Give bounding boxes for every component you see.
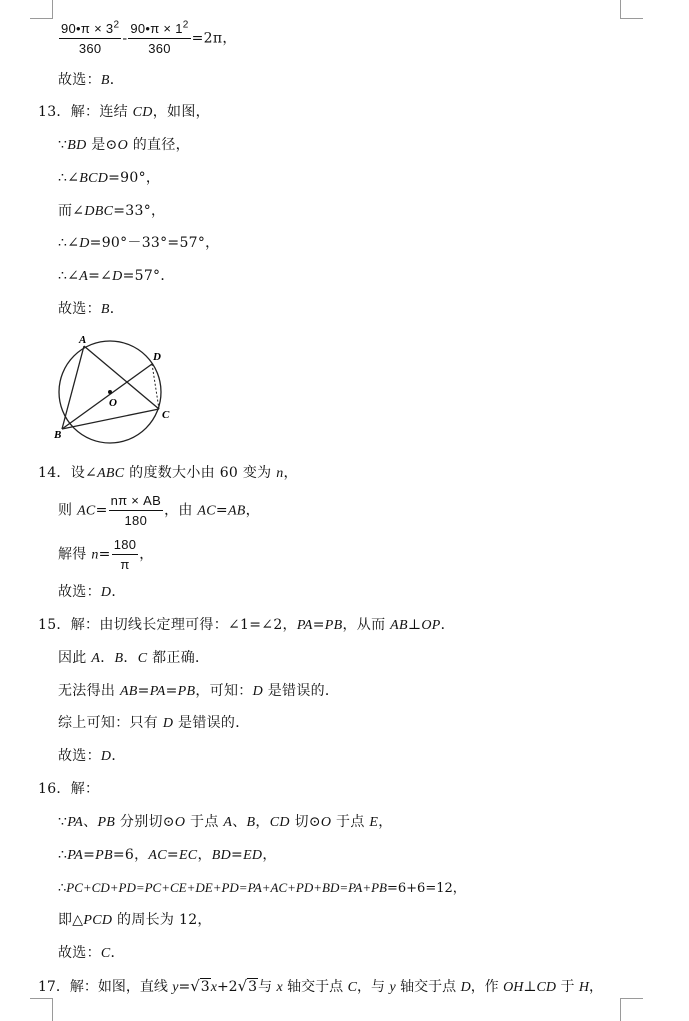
q15-answer-prefix-text: 故选：: [58, 748, 101, 764]
q12-frac2-exp-text: 2: [182, 19, 189, 31]
q14-s2-den-text: π: [120, 557, 130, 572]
q15-intro: [38, 615, 455, 636]
q15-answer: [58, 746, 126, 767]
q15-s3-d-text: D: [162, 716, 174, 731]
q13-s5-d-text: D: [112, 269, 123, 284]
q15-step-1: [58, 648, 209, 669]
q16-s3-a-text: ∴: [58, 881, 67, 896]
q16-number: 16．: [38, 781, 71, 797]
q16-s2-b-text: =6，: [112, 847, 149, 863]
q16-s2-ec-text: EC: [178, 848, 198, 863]
q16-s1-o2-text: O: [320, 815, 332, 830]
q13-s1-a-text: ∵: [58, 137, 68, 153]
q13-number: 13．: [38, 104, 71, 120]
q15-s2-a-text: 无法得出: [58, 683, 120, 699]
q15-s2-d-text: D: [252, 684, 263, 699]
q15-intro-b-text: ，从而: [342, 617, 391, 633]
q12-frac2-den-text: 360: [148, 41, 171, 56]
q13-s1-b-text: 是⊙: [86, 137, 118, 153]
q13-s2-a-text: ∴∠: [58, 170, 80, 186]
q14-s1-den-text: 180: [124, 513, 148, 528]
q16-s2-eq2-text: =: [166, 847, 179, 863]
q14-s1-d-text: ，: [245, 502, 260, 519]
q17-number: 17．: [38, 979, 70, 995]
q12-frac1-exp-text: 2: [113, 19, 120, 31]
q13-s4-a-text: ∴∠: [58, 235, 80, 251]
q12-result-text: =2π，: [191, 30, 237, 47]
q16-s2-d-text: ，: [262, 847, 277, 863]
q15-step-3: [58, 713, 250, 734]
q17-intro: [38, 976, 603, 998]
q17-intro-h-text: ，: [589, 979, 604, 995]
q13-intro: [38, 102, 210, 123]
q16-s1-a-text: ∵: [58, 814, 68, 830]
q16-s1-B-text: B: [246, 815, 256, 830]
q15-s2-eq1-text: =: [137, 683, 150, 699]
crop-mark-top-right: [620, 0, 643, 19]
q14-s1-c-text: =: [215, 502, 228, 519]
q17-intro-r1-text: 3: [200, 979, 210, 995]
q16-s3-expr-text: PC+CD+PD=PC+CE+DE+PD=PA+AC+PD+BD=PA+PB: [66, 880, 387, 895]
q16-step-3: [58, 878, 466, 899]
q14-answer: [58, 582, 126, 603]
q16-s2-pa-text: PA: [67, 848, 84, 863]
q17-intro-H-text: H: [578, 980, 590, 995]
q13-s3-dbc-text: DBC: [84, 204, 114, 219]
q15-answer-letter-text: D: [100, 749, 112, 764]
q16-s1-h-text: 于点: [331, 814, 370, 830]
q16-answer-suffix-text: ．: [110, 945, 125, 961]
q15-intro-eq-text: =: [312, 617, 325, 633]
q16-s1-pb-text: PB: [97, 815, 116, 830]
q17-intro-y-text: y: [172, 980, 179, 995]
q15-number: 15．: [38, 617, 71, 633]
q16-s1-c-text: 分别切⊙: [115, 814, 175, 830]
q16-s1-e-text: 、: [232, 814, 247, 830]
q12-answer-suffix-text: ．: [109, 72, 125, 88]
crop-mark-bottom-left: [30, 998, 53, 1021]
q14-answer-letter-text: D: [100, 585, 112, 600]
q14-answer-prefix-text: 故选：: [58, 584, 101, 600]
q13-s2-b-text: =90°，: [108, 170, 161, 186]
q17-intro-c-text: 轴交于点: [282, 979, 348, 995]
q15-intro-c-text: ．: [440, 617, 455, 633]
q16-s1-f-text: ，: [255, 814, 270, 830]
q13-s5-b-text: =∠: [88, 268, 113, 284]
q13-s4-d-text: D: [79, 236, 90, 251]
q15-s1-dot1-text: ．: [100, 650, 115, 666]
q15-s1-b-text: 都正确．: [147, 650, 210, 666]
q16-s1-cd-text: CD: [269, 815, 290, 830]
q12-frac1-den-text: 360: [78, 41, 102, 56]
q14-s2-n-text: n: [91, 547, 99, 563]
q13-step-4: [58, 233, 219, 254]
q14-fraction-1: [109, 492, 163, 529]
crop-mark-bottom-right: [620, 998, 643, 1021]
q14-s1-eq-text: =: [95, 502, 108, 519]
q13-answer-suffix-text: ．: [109, 301, 125, 317]
q12-answer: [58, 70, 124, 91]
q14-step-1: [58, 492, 260, 529]
q15-s3-b-text: 是错误的．: [173, 715, 250, 731]
q12-equation: [58, 20, 237, 57]
q15-intro-pa-text: PA: [296, 618, 313, 633]
q13-s1-o-text: O: [117, 138, 128, 153]
q14-intro-a-text: 设∠: [70, 465, 98, 481]
q13-intro-a-text: 解：连结: [70, 104, 133, 120]
q14-answer-suffix-text: ．: [111, 584, 126, 600]
q16-step-2: [58, 845, 277, 866]
q15-s2-pb-text: PB: [177, 684, 196, 699]
q13-intro-cd-text: CD: [132, 105, 153, 120]
q15-intro-ab-text: AB: [390, 618, 408, 633]
label-b: B: [54, 429, 62, 441]
q14-s1-ac2-text: AC: [197, 503, 216, 519]
chord-cd-dashed: [152, 364, 159, 409]
q17-intro-cd-text: CD: [536, 980, 556, 995]
q16-s2-pb-text: PB: [95, 848, 113, 863]
q15-s1-a-text: 因此: [58, 650, 92, 666]
q14-intro-abc-text: ABC: [97, 466, 125, 481]
q13-s2-bcd-text: BCD: [79, 171, 109, 186]
q17-intro-x2-text: x: [276, 980, 283, 995]
q13-step-1: [58, 135, 190, 156]
q16-s4-b-text: 的周长为 12，: [112, 912, 212, 928]
label-o: O: [109, 397, 117, 409]
q17-intro-D-text: D: [460, 980, 471, 995]
q16-answer-letter-text: C: [100, 946, 111, 961]
q15-s1-B-text: B: [114, 651, 124, 666]
q15-answer-suffix-text: ．: [111, 748, 126, 764]
q14-s2-a-text: 解得: [58, 546, 92, 563]
q13-s4-b-text: =90°－33°=57°，: [89, 235, 220, 251]
q12-answer-letter-text: B: [100, 73, 110, 88]
q15-s1-dot2-text: ．: [123, 650, 138, 666]
q12-frac2-num-text: 90•π × 1: [130, 21, 183, 36]
q17-intro-b-text: 与: [258, 979, 277, 995]
q15-s3-a-text: 综上可知：只有: [58, 715, 163, 731]
q13-step-2: [58, 168, 160, 189]
q16-s1-d-text: 于点: [185, 814, 224, 830]
q16-s4-a-text: 即△: [58, 912, 84, 928]
q14-intro-c-text: ，: [283, 465, 298, 481]
q12-frac1-num-text: 90•π × 3: [61, 21, 114, 36]
q12-minus-text: -: [122, 30, 128, 47]
q16-s3-b-text: =6+6=12，: [387, 881, 466, 896]
q14-s2-b-text: ，: [139, 546, 154, 563]
q17-intro-plus-text: +2: [216, 979, 238, 995]
q15-intro-op-text: OP: [421, 618, 441, 633]
q15-step-2: [58, 681, 339, 702]
q16-s4-pcd-text: PCD: [83, 913, 113, 928]
q16-s1-A-text: A: [223, 815, 233, 830]
q12-fraction-1: [59, 20, 121, 57]
q16-s1-g-text: 切⊙: [289, 814, 321, 830]
q16-intro: [38, 779, 99, 799]
q15-intro-perp-text: ⊥: [407, 617, 422, 633]
q13-answer-letter-text: B: [100, 302, 110, 317]
q17-intro-C-text: C: [347, 980, 357, 995]
q15-s2-eq2-text: =: [165, 683, 178, 699]
q16-s1-E-text: E: [369, 815, 379, 830]
q16-s1-b-text: 、: [83, 814, 98, 830]
q13-s1-c-text: 的直径，: [128, 137, 190, 153]
q17-intro-f-text: ，作: [470, 979, 504, 995]
q16-s1-i-text: ，: [378, 814, 393, 830]
q13-s5-c-text: =57°．: [122, 268, 175, 284]
chord-ab: [62, 346, 84, 429]
label-c: C: [162, 409, 170, 421]
q13-answer: [58, 299, 124, 320]
q16-s2-c-text: ，: [197, 847, 212, 863]
q14-s1-a-text: 则: [58, 502, 78, 519]
q17-intro-perp-text: ⊥: [523, 979, 537, 995]
q13-step-3: [58, 201, 165, 222]
q15-intro-pb-text: PB: [324, 618, 343, 633]
q17-intro-e-text: 轴交于点: [395, 979, 461, 995]
q17-intro-g-text: 于: [556, 979, 579, 995]
q17-intro-oh-text: OH: [503, 980, 524, 995]
q12-answer-prefix-text: 故选：: [58, 72, 101, 88]
q16-answer: [58, 943, 125, 964]
q16-s2-bd-text: BD: [211, 848, 232, 863]
q13-intro-b-text: ，如图，: [152, 104, 210, 120]
chord-ac: [84, 346, 159, 409]
q14-s2-num-text: 180: [112, 536, 139, 555]
label-d: D: [153, 351, 161, 363]
q14-intro: [38, 463, 298, 484]
sqrt-3-b: √3: [237, 977, 258, 995]
q14-number: 14．: [38, 465, 71, 481]
q16-step-4: [58, 910, 212, 931]
q17-intro-d-text: ，与: [356, 979, 390, 995]
q16-step-1: [58, 812, 393, 833]
q13-s3-a-text: 而∠: [58, 203, 85, 219]
q12-fraction-2: [128, 20, 190, 57]
q13-step-5: [58, 266, 175, 287]
q17-intro-y2-text: y: [389, 980, 396, 995]
q13-answer-prefix-text: 故选：: [58, 301, 101, 317]
q13-s5-a-text: ∴∠: [58, 268, 80, 284]
q15-s1-A-text: A: [91, 651, 101, 666]
q17-intro-x-text: x: [210, 980, 217, 995]
q16-s2-eq1-text: =: [83, 847, 96, 863]
q16-intro-text: 解：: [70, 781, 100, 797]
q15-intro-a-text: 解：由切线长定理可得：∠1=∠2，: [70, 617, 297, 633]
q17-intro-a-text: 解：如图，直线: [69, 979, 173, 995]
q14-intro-n-text: n: [276, 466, 284, 481]
q13-circle-diagram: [54, 332, 174, 448]
q14-s1-b-text: ，由: [164, 502, 198, 519]
q14-s1-num-text: nπ × AB: [109, 492, 163, 511]
q15-s2-pa-text: PA: [149, 684, 166, 699]
q17-intro-r2-text: 3: [248, 979, 258, 995]
q16-answer-prefix-text: 故选：: [58, 945, 101, 961]
label-a: A: [79, 334, 87, 346]
q17-intro-eq-text: =: [178, 979, 191, 995]
q13-s3-b-text: =33°，: [113, 203, 166, 219]
q14-s1-ac-text: AC: [77, 503, 96, 519]
q16-s2-ac-text: AC: [148, 848, 167, 863]
q16-s2-eq3-text: =: [231, 847, 244, 863]
q13-s5-A-text: A: [79, 269, 89, 284]
q14-s2-eq-text: =: [98, 546, 111, 563]
q14-step-2: [58, 536, 154, 573]
crop-mark-top-left: [30, 0, 53, 19]
q16-s1-o-text: O: [174, 815, 186, 830]
q15-s1-C-text: C: [137, 651, 148, 666]
q13-s1-bd-text: BD: [67, 138, 87, 153]
q16-s2-a-text: ∴: [58, 847, 68, 863]
q14-fraction-2: [112, 536, 139, 573]
q15-s2-c-text: 是错误的．: [262, 683, 340, 699]
center-point-o: [108, 390, 112, 394]
q14-s1-ab-text: AB: [227, 503, 246, 519]
q16-s1-pa-text: PA: [67, 815, 84, 830]
sqrt-3-a: √3: [190, 977, 210, 995]
q15-s2-ab-text: AB: [119, 684, 138, 699]
q14-intro-b-text: 的度数大小由 60 变为: [124, 465, 277, 481]
q16-s2-ed-text: ED: [243, 848, 263, 863]
q15-s2-b-text: ，可知：: [195, 683, 253, 699]
